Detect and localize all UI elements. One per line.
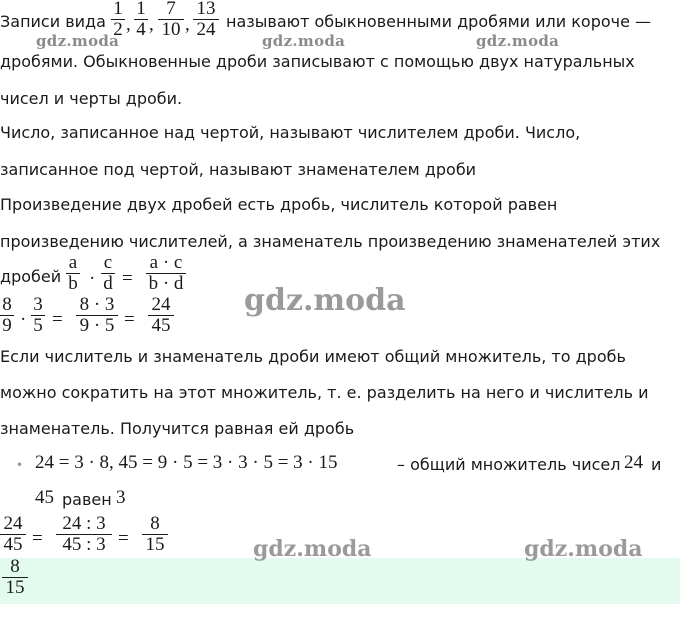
fraction-c-d: c d [101, 254, 115, 293]
equals-4: = [32, 528, 43, 549]
watermark-2: gdz.moda [262, 32, 346, 50]
text-line-6: Произведение двух дробей есть дробь, числитель которой равен [0, 195, 558, 214]
multiply-1: · [89, 268, 96, 289]
bullet2-text: равен [62, 490, 112, 509]
text-line-3: чисел и черты дроби. [0, 89, 183, 108]
text-line-10: можно сократить на этот множитель, т. е. разделить на него и числитель и [0, 383, 649, 402]
fraction-24-45: 24 45 [148, 296, 174, 335]
fraction-24-45-b: 24 45 [0, 515, 26, 554]
fraction-8-9: 8 9 [0, 296, 14, 335]
fraction-1-4: 1 4 [134, 0, 148, 39]
text-line-1a: Записи вида [0, 12, 106, 31]
fraction-3-5: 3 5 [31, 296, 45, 335]
fraction-ac-bd: a · c b · d [146, 254, 186, 293]
highlighted-answer-band [0, 558, 680, 604]
bullet2-val: 3 [116, 487, 126, 508]
text-line-1b: называют обыкновенными дробями или короче — [226, 12, 652, 31]
fraction-8-15: 8 15 [142, 515, 168, 554]
bullet2-num-45: 45 [35, 487, 54, 508]
watermark-4: gdz.moda [253, 536, 372, 562]
equals-2: = [52, 309, 63, 330]
text-line-5: записанное под чертой, называют знаменателем дроби [0, 160, 477, 179]
bullet-text: – общий множитель чисел [397, 455, 621, 474]
multiply-2: · [20, 309, 27, 330]
equals-3: = [124, 309, 135, 330]
bullet-dot: • [16, 458, 24, 472]
watermark-5: gdz.moda [524, 536, 643, 562]
fraction-7-10: 7 10 [158, 0, 184, 39]
equals-1: = [122, 268, 133, 289]
answer-fraction-8-15: 8 15 [2, 558, 28, 597]
comma-2: , [149, 14, 154, 35]
text-line-2: дробями. Обыкновенные дроби записывают с помощью двух натуральных [0, 52, 635, 71]
text-line-8: дробей [0, 267, 62, 286]
text-line-7: произведению числителей, а знаменатель произведению знаменателей этих [0, 232, 661, 251]
fraction-13-24: 13 24 [193, 0, 219, 39]
bullet-conj: и [651, 455, 662, 474]
fraction-24div3-45div3: 24 : 3 45 : 3 [56, 515, 112, 554]
comma-1: , [126, 14, 131, 35]
fraction-8x3-9x5: 8 · 3 9 · 5 [76, 296, 118, 335]
bullet-num-24: 24 [624, 452, 643, 473]
text-line-4: Число, записанное над чертой, называют числителем дроби. Число, [0, 123, 581, 142]
watermark-1: gdz.moda [36, 32, 120, 50]
watermark-big: gdz.moda [244, 283, 406, 318]
fraction-1-2: 1 2 [111, 0, 125, 39]
bullet-math: 24 = 3 · 8, 45 = 9 · 5 = 3 · 3 · 5 = 3 · 15 [35, 452, 338, 473]
watermark-3: gdz.moda [476, 32, 560, 50]
fraction-a-b: a b [66, 254, 80, 293]
text-line-9: Если числитель и знаменатель дроби имеют общий множитель, то дробь [0, 347, 626, 366]
equals-5: = [118, 528, 129, 549]
comma-3: , [185, 14, 190, 35]
text-line-11: знаменатель. Получится равная ей дробь [0, 419, 355, 438]
